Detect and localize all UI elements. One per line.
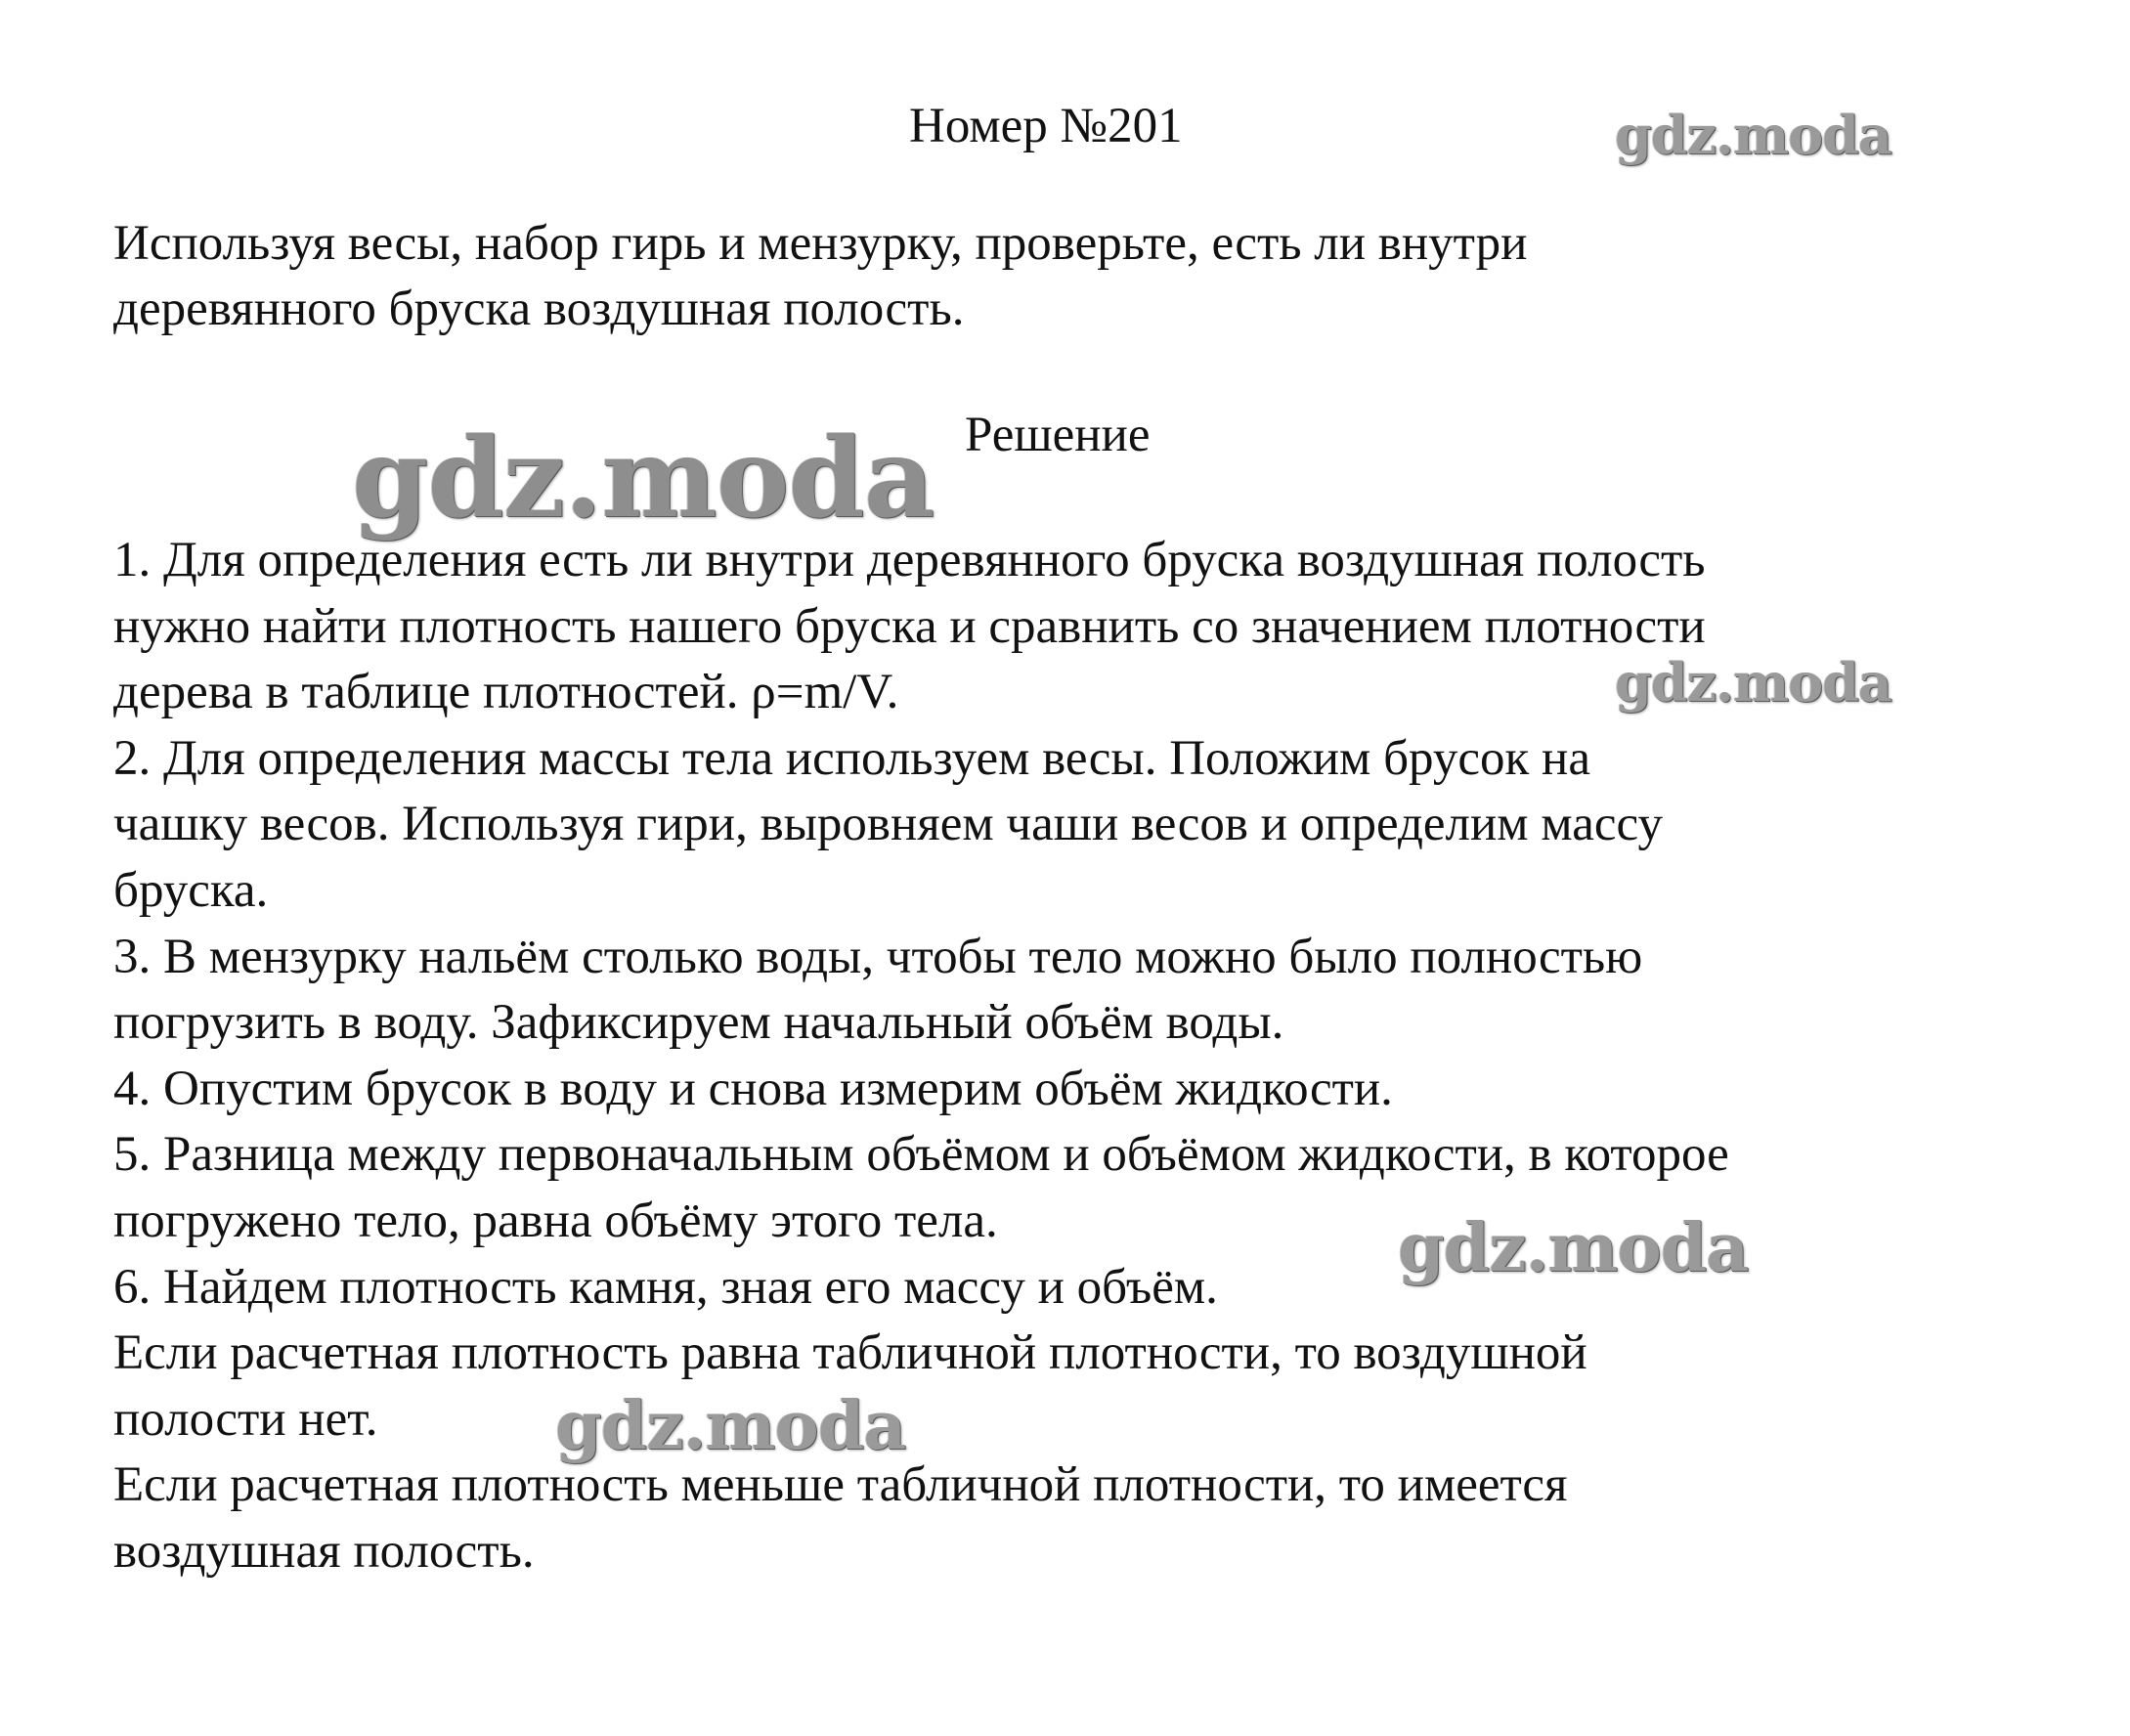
solution-line: чашку весов. Используя гири, выровняем чаши весов и определим массу bbox=[113, 797, 1663, 852]
watermark-logo: gdz.moda bbox=[555, 1387, 906, 1465]
solution-line: дерева в таблице плотностей. ρ=m/V. bbox=[113, 665, 899, 720]
watermark-logo: gdz.moda bbox=[1615, 104, 1891, 166]
page-title: Номер №201 bbox=[909, 99, 1183, 153]
solution-line: 1. Для определения есть ли внутри деревянного бруска воздушная полость bbox=[113, 533, 1706, 587]
solution-line: 4. Опустим брусок в воду и снова измерим объём жидкости. bbox=[113, 1061, 1393, 1116]
solution-line: Если расчетная плотность равна табличной плотности, то воздушной bbox=[113, 1325, 1587, 1381]
solution-line: Если расчетная плотность меньше табличной плотности, то имеется bbox=[113, 1457, 1568, 1513]
solution-line: 6. Найдем плотность камня, зная его массу и объём. bbox=[113, 1259, 1218, 1315]
task-text bbox=[113, 211, 2068, 342]
task-line: деревянного бруска воздушная полость. bbox=[113, 282, 965, 336]
watermark-logo: gdz.moda bbox=[1398, 1209, 1749, 1287]
solution-line: воздушная полость. bbox=[113, 1523, 535, 1579]
solution-line: бруска. bbox=[113, 862, 269, 918]
watermark-logo: gdz.moda bbox=[1615, 651, 1891, 714]
watermark-logo: gdz.moda bbox=[352, 414, 935, 542]
task-line: Используя весы, набор гирь и мензурку, проверьте, есть ли внутри bbox=[113, 216, 1528, 271]
solution-line: полости нет. bbox=[113, 1391, 378, 1447]
solution-line: 3. В мензурку нальём столько воды, чтобы тело можно было полностью bbox=[113, 929, 1643, 984]
solution-line: 2. Для определения массы тела используем весы. Положим брусок на bbox=[113, 730, 1590, 786]
solution-line: 5. Разница между первоначальным объёмом и объёмом жидкости, в которое bbox=[113, 1127, 1729, 1183]
solution-heading: Решение bbox=[965, 408, 1151, 462]
solution-line: погружено тело, равна объёму этого тела. bbox=[113, 1193, 998, 1248]
solution-line: погрузить в воду. Зафиксируем начальный объём воды. bbox=[113, 995, 1284, 1051]
solution-line: нужно найти плотность нашего бруска и сравнить со значением плотности bbox=[113, 598, 1706, 654]
